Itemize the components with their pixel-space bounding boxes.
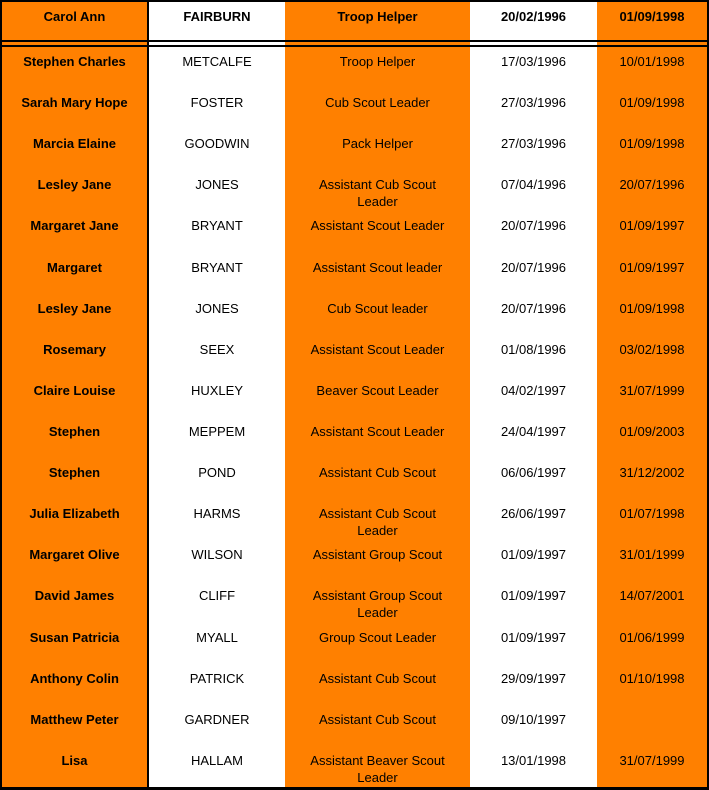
- separator-segment: [285, 40, 470, 47]
- table-body: [2, 47, 707, 787]
- surname-cell: BRYANT: [149, 253, 285, 294]
- table-row: [2, 335, 707, 376]
- table-row: [2, 211, 707, 252]
- surname-cell: POND: [149, 458, 285, 499]
- surname-cell: HUXLEY: [149, 376, 285, 417]
- start-date-cell: 01/08/1996: [470, 335, 597, 376]
- role-cell: Assistant Beaver Scout Leader: [285, 746, 470, 787]
- table-row: [2, 746, 707, 787]
- first-name-cell: Matthew Peter: [2, 705, 149, 746]
- separator-segment: [149, 40, 285, 47]
- first-name-cell: Claire Louise: [2, 376, 149, 417]
- surname-cell: PATRICK: [149, 664, 285, 705]
- role-cell: Assistant Scout Leader: [285, 417, 470, 458]
- separator-segment: [2, 40, 149, 47]
- header-separator: [2, 40, 707, 47]
- end-date-cell: 01/09/2003: [597, 417, 707, 458]
- first-name-cell: Lesley Jane: [2, 294, 149, 335]
- header-start-date: 20/02/1996: [470, 2, 597, 40]
- first-name-cell: Anthony Colin: [2, 664, 149, 705]
- end-date-cell: 14/07/2001: [597, 581, 707, 622]
- end-date-cell: 01/09/1997: [597, 253, 707, 294]
- surname-cell: MYALL: [149, 623, 285, 664]
- surname-cell: BRYANT: [149, 211, 285, 252]
- role-cell: Cub Scout Leader: [285, 88, 470, 129]
- end-date-cell: 31/07/1999: [597, 746, 707, 787]
- start-date-cell: 06/06/1997: [470, 458, 597, 499]
- table-row: [2, 170, 707, 211]
- table-row: [2, 376, 707, 417]
- role-cell: Assistant Scout Leader: [285, 211, 470, 252]
- end-date-cell: 31/12/2002: [597, 458, 707, 499]
- first-name-cell: Rosemary: [2, 335, 149, 376]
- first-name-cell: Stephen Charles: [2, 47, 149, 88]
- start-date-cell: 07/04/1996: [470, 170, 597, 211]
- surname-cell: WILSON: [149, 540, 285, 581]
- end-date-cell: 01/09/1998: [597, 129, 707, 170]
- first-name-cell: Lesley Jane: [2, 170, 149, 211]
- surname-cell: GOODWIN: [149, 129, 285, 170]
- end-date-cell: 01/09/1997: [597, 211, 707, 252]
- start-date-cell: 27/03/1996: [470, 88, 597, 129]
- first-name-cell: Lisa: [2, 746, 149, 787]
- surname-cell: JONES: [149, 294, 285, 335]
- end-date-cell: 01/07/1998: [597, 499, 707, 540]
- end-date-cell: 20/07/1996: [597, 170, 707, 211]
- table-row: [2, 705, 707, 746]
- first-name-cell: Julia Elizabeth: [2, 499, 149, 540]
- surname-cell: FOSTER: [149, 88, 285, 129]
- table-row: [2, 294, 707, 335]
- table-header-row: [2, 2, 707, 40]
- first-name-cell: Margaret Olive: [2, 540, 149, 581]
- surname-cell: GARDNER: [149, 705, 285, 746]
- role-cell: Assistant Cub Scout: [285, 664, 470, 705]
- table-row: [2, 129, 707, 170]
- role-cell: Assistant Cub Scout: [285, 705, 470, 746]
- start-date-cell: 20/07/1996: [470, 294, 597, 335]
- surname-cell: METCALFE: [149, 47, 285, 88]
- header-surname: FAIRBURN: [149, 2, 285, 40]
- table-row: [2, 581, 707, 622]
- separator-segment: [470, 40, 597, 47]
- end-date-cell: 03/02/1998: [597, 335, 707, 376]
- first-name-cell: Margaret Jane: [2, 211, 149, 252]
- role-cell: Assistant Group Scout Leader: [285, 581, 470, 622]
- role-cell: Beaver Scout Leader: [285, 376, 470, 417]
- start-date-cell: 01/09/1997: [470, 540, 597, 581]
- header-end-date: 01/09/1998: [597, 2, 707, 40]
- separator-segment: [597, 40, 707, 47]
- role-cell: Troop Helper: [285, 47, 470, 88]
- role-cell: Assistant Cub Scout Leader: [285, 499, 470, 540]
- surname-cell: HALLAM: [149, 746, 285, 787]
- table-row: [2, 253, 707, 294]
- first-name-cell: Margaret: [2, 253, 149, 294]
- surname-cell: HARMS: [149, 499, 285, 540]
- start-date-cell: 20/07/1996: [470, 253, 597, 294]
- start-date-cell: 24/04/1997: [470, 417, 597, 458]
- end-date-cell: [597, 705, 707, 746]
- role-cell: Assistant Scout Leader: [285, 335, 470, 376]
- end-date-cell: 01/06/1999: [597, 623, 707, 664]
- role-cell: Cub Scout leader: [285, 294, 470, 335]
- role-cell: Assistant Group Scout: [285, 540, 470, 581]
- table-row: [2, 88, 707, 129]
- end-date-cell: 31/01/1999: [597, 540, 707, 581]
- end-date-cell: 10/01/1998: [597, 47, 707, 88]
- role-cell: Group Scout Leader: [285, 623, 470, 664]
- role-cell: Assistant Cub Scout: [285, 458, 470, 499]
- end-date-cell: 01/10/1998: [597, 664, 707, 705]
- first-name-cell: David James: [2, 581, 149, 622]
- start-date-cell: 01/09/1997: [470, 623, 597, 664]
- end-date-cell: 01/09/1998: [597, 294, 707, 335]
- start-date-cell: 20/07/1996: [470, 211, 597, 252]
- end-date-cell: 31/07/1999: [597, 376, 707, 417]
- table-row: [2, 499, 707, 540]
- start-date-cell: 09/10/1997: [470, 705, 597, 746]
- first-name-cell: Marcia Elaine: [2, 129, 149, 170]
- start-date-cell: 26/06/1997: [470, 499, 597, 540]
- role-cell: Assistant Scout leader: [285, 253, 470, 294]
- start-date-cell: 17/03/1996: [470, 47, 597, 88]
- table-row: [2, 664, 707, 705]
- start-date-cell: 29/09/1997: [470, 664, 597, 705]
- start-date-cell: 27/03/1996: [470, 129, 597, 170]
- first-name-cell: Sarah Mary Hope: [2, 88, 149, 129]
- table-row: [2, 540, 707, 581]
- start-date-cell: 01/09/1997: [470, 581, 597, 622]
- first-name-cell: Stephen: [2, 458, 149, 499]
- first-name-cell: Susan Patricia: [2, 623, 149, 664]
- first-name-cell: Stephen: [2, 417, 149, 458]
- table-row: [2, 417, 707, 458]
- surname-cell: CLIFF: [149, 581, 285, 622]
- surname-cell: JONES: [149, 170, 285, 211]
- start-date-cell: 04/02/1997: [470, 376, 597, 417]
- surname-cell: SEEX: [149, 335, 285, 376]
- role-cell: Assistant Cub Scout Leader: [285, 170, 470, 211]
- table-row: [2, 623, 707, 664]
- header-first-name: Carol Ann: [2, 2, 149, 40]
- surname-cell: MEPPEM: [149, 417, 285, 458]
- table-row: [2, 47, 707, 88]
- role-cell: Pack Helper: [285, 129, 470, 170]
- table-row: [2, 458, 707, 499]
- header-role: Troop Helper: [285, 2, 470, 40]
- start-date-cell: 13/01/1998: [470, 746, 597, 787]
- end-date-cell: 01/09/1998: [597, 88, 707, 129]
